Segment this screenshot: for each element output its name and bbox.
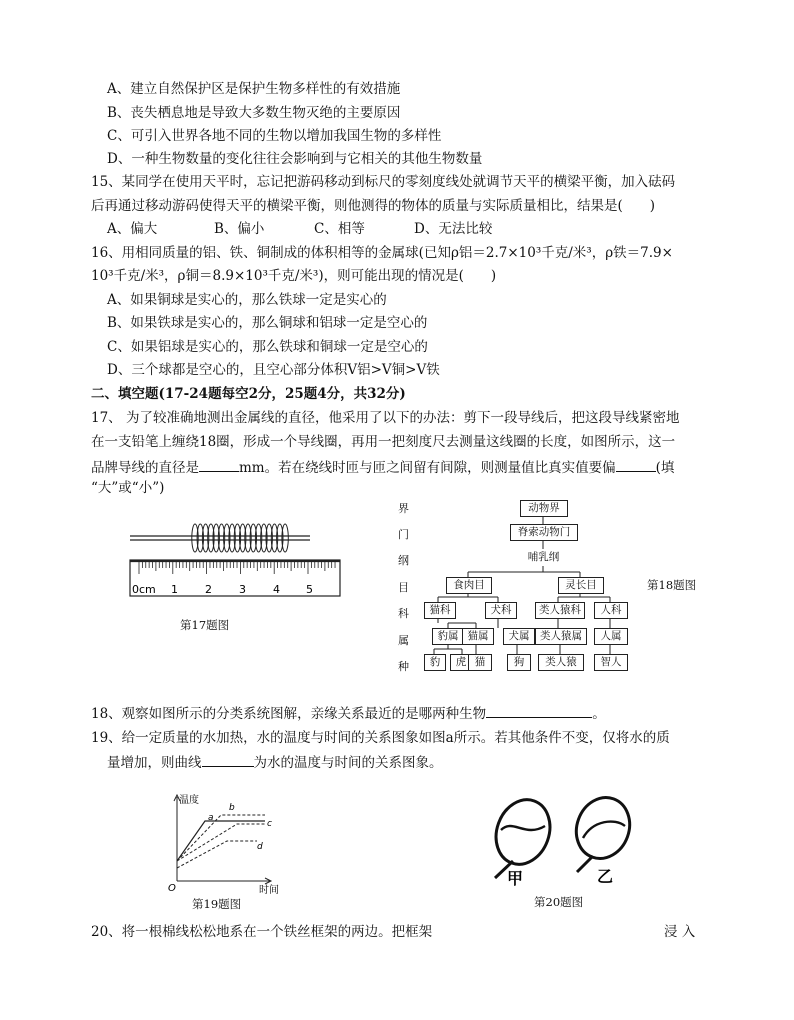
ruler-label-0: 0cm <box>132 583 156 596</box>
rank-order: 目 <box>398 581 409 594</box>
rank-family: 科 <box>398 607 409 620</box>
curve-label-d: d <box>257 842 263 852</box>
q16-line2: 10³千克/米³，ρ铜＝8.9×10³千克/米³)，则可能出现的情况是( ) <box>91 268 497 284</box>
curve-b <box>177 815 265 861</box>
q14-option-a: A、建立自然保护区是保护生物多样性的有效措施 <box>107 81 401 97</box>
x-label: 时间 <box>259 885 279 895</box>
node-genus-canis: 犬属 <box>503 628 535 645</box>
node-family-felidae: 猫科 <box>424 602 456 619</box>
node-species-human: 智人 <box>594 654 628 671</box>
q17-blank-diameter[interactable] <box>199 457 239 472</box>
curve-label-b: b <box>229 803 235 813</box>
node-genus-apes: 类人猿属 <box>535 628 587 645</box>
q16-option-b: B、如果铁球是实心的，那么铜球和铝球一定是空心的 <box>107 315 428 331</box>
fig17-coil-ruler <box>125 515 345 597</box>
q17-line3-end: (填 <box>655 460 675 476</box>
node-order-carnivora: 食肉目 <box>446 577 492 594</box>
node-genus-panthera: 豹属 <box>432 628 464 645</box>
node-phylum: 脊索动物门 <box>510 524 578 541</box>
section-heading: 二、填空题(17-24题每空2分，25题4分，共32分) <box>91 386 406 402</box>
q19-line2 <box>107 752 443 772</box>
q17-line3 <box>91 457 674 477</box>
q14-option-c: C、可引入世界各地不同的生物以增加我国生物的多样性 <box>107 128 442 144</box>
node-kingdom: 动物界 <box>520 500 568 517</box>
q18-line <box>91 703 606 723</box>
rank-genus: 属 <box>398 634 409 647</box>
q17-line3-start: 品牌导线的直径是 <box>91 460 199 476</box>
node-genus-homo: 人属 <box>594 628 628 645</box>
node-class: 哺乳纲 <box>515 549 572 566</box>
q19-line1: 19、给一定质量的水加热，水的温度与时间的关系图象如图a所示。若其他条件不变，仅将水的质 <box>91 730 670 746</box>
q20-line: 20、将一根棉线松松地系在一个铁丝框架的两边。把框架 <box>91 924 433 940</box>
q17-line4: “大”或“小”) <box>91 480 165 496</box>
node-genus-felis: 猫属 <box>462 628 494 645</box>
ruler-label-3: 3 <box>239 583 246 596</box>
ruler-label-1: 1 <box>171 583 178 596</box>
q15-option-b: B、偏小 <box>214 221 265 237</box>
rank-phylum: 门 <box>398 528 409 541</box>
curve-label-c: c <box>267 819 272 829</box>
y-label: 温度 <box>179 795 199 806</box>
q15-option-c: C、相等 <box>314 221 365 237</box>
node-species-dog: 狗 <box>507 654 531 671</box>
q19-line2-end: 为水的温度与时间的关系图象。 <box>253 755 443 771</box>
fig17-caption: 第17题图 <box>180 618 230 632</box>
q14-option-d: D、一种生物数量的变化往往会影响到与它相关的其他生物数量 <box>107 151 483 167</box>
q20-tail: 浸 入 <box>664 924 696 940</box>
q18-blank[interactable] <box>486 703 592 718</box>
fig19-graph <box>165 793 285 895</box>
fig18-caption: 第18题图 <box>647 578 697 592</box>
q17-line1: 17、 为了较准确地测出金属线的直径，他采用了以下的办法：剪下一段导线后，把这段导线紧密地 <box>91 410 680 426</box>
q15-option-d: D、无法比较 <box>414 221 493 237</box>
q17-line3-mid: mm。若在绕线时匝与匝之间留有间隙，则测量值比真实值要偏 <box>239 460 616 476</box>
label-jia: 甲 <box>507 869 524 888</box>
rank-kingdom: 界 <box>398 502 409 515</box>
ruler-label-5: 5 <box>306 583 313 596</box>
node-family-hominidae: 人科 <box>594 602 628 619</box>
rank-species: 种 <box>398 660 409 673</box>
q17-blank-bias[interactable] <box>616 457 656 472</box>
fig20-frames <box>485 790 645 888</box>
fig20-caption: 第20题图 <box>534 895 584 909</box>
q16-option-c: C、如果铝球是实心的，那么铁球和铜球一定是空心的 <box>107 339 428 355</box>
q19-line2-start: 量增加，则曲线 <box>107 755 202 771</box>
ruler-label-4: 4 <box>273 583 280 596</box>
node-order-primates: 灵长目 <box>558 577 604 594</box>
node-family-apes: 类人猿科 <box>535 602 585 619</box>
node-species-leopard: 豹 <box>424 654 446 671</box>
label-yi: 乙 <box>597 867 614 886</box>
origin-label: O <box>168 883 176 894</box>
q17-line2: 在一支铅笔上缠绕18圈，形成一个导线圈，再用一把刻度尺去测量这线圈的长度，如图所示，这一 <box>91 434 676 450</box>
node-species-tiger: 虎 <box>450 654 472 671</box>
q19-blank-curve[interactable] <box>202 752 254 767</box>
curve-label-a: a <box>208 813 214 823</box>
q18-text: 18、观察如图所示的分类系统图解，亲缘关系最近的是哪两种生物 <box>91 706 487 722</box>
q14-option-b: B、丧失栖息地是导致大多数生物灭绝的主要原因 <box>107 105 401 121</box>
node-family-canidae: 犬科 <box>485 602 517 619</box>
q15-line1: 15、某同学在使用天平时，忘记把游码移动到标尺的零刻度线处就调节天平的横梁平衡，加入砝码 <box>91 174 676 190</box>
q16-line1: 16、用相同质量的铝、铁、铜制成的体积相等的金属球(已知ρ铝＝2.7×10³千克/米³，ρ铁＝7.9× <box>91 245 673 261</box>
q16-option-a: A、如果铜球是实心的，那么铁球一定是实心的 <box>107 292 387 308</box>
q16-option-d: D、三个球都是空心的，且空心部分体积V铝>V铜>V铁 <box>107 362 440 378</box>
rank-class: 纲 <box>398 554 409 567</box>
node-species-cat: 猫 <box>468 654 492 671</box>
curve-d <box>177 841 257 868</box>
ruler-label-2: 2 <box>205 583 212 596</box>
q18-end: 。 <box>592 706 606 722</box>
q15-option-a: A、偏大 <box>107 221 158 237</box>
node-species-ape: 类人猿 <box>538 654 584 671</box>
q15-line2: 后再通过移动游码使得天平的横梁平衡，则他测得的物体的质量与实际质量相比，结果是( ) <box>91 198 656 214</box>
fig19-caption: 第19题图 <box>192 897 242 911</box>
